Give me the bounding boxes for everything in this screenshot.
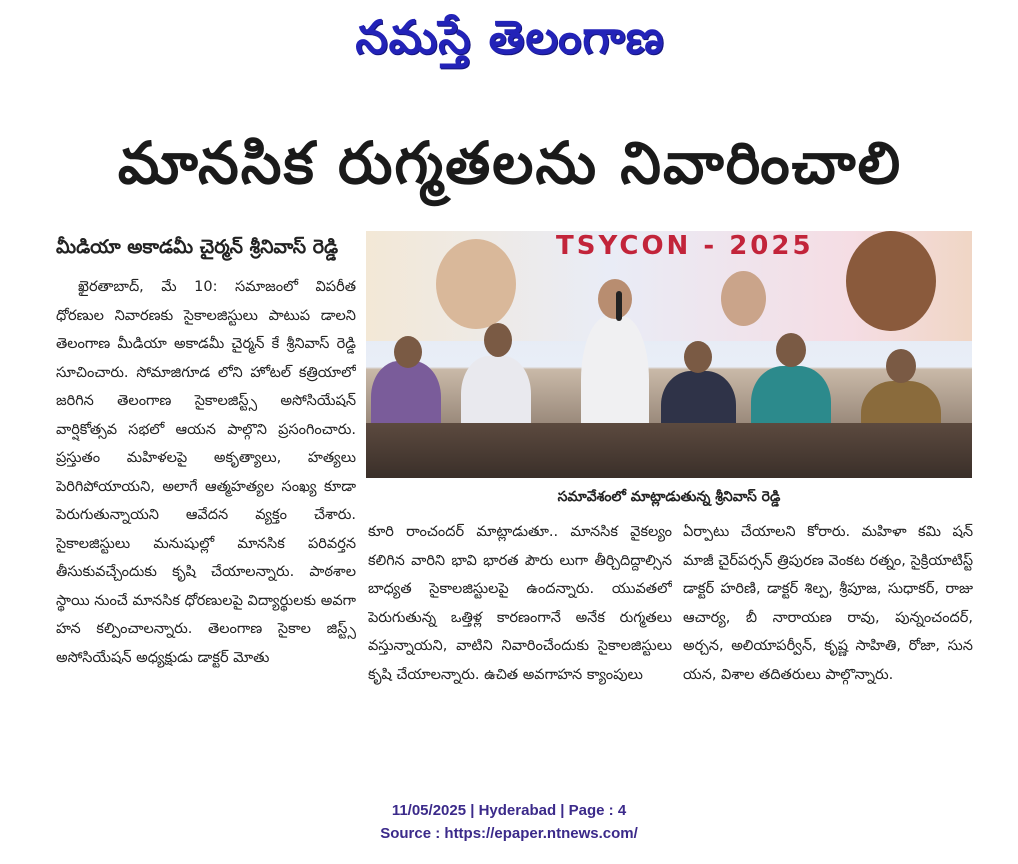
- microphone-icon: [616, 291, 622, 321]
- masthead-logo: నమస్తే తెలంగాణ: [355, 10, 665, 64]
- article-column-2: [368, 518, 672, 728]
- column-2-text: కూరి రాంచందర్ మాట్లాడుతూ.. మానసిక వైకల్యం కలిగిన వారిని భావి భారత పౌరు లుగా తీర్చిదిద్దాల్సిన బాధ్యత సైకాలజిస్టులపై ఉందన్నారు. యువతలో పెరుగుతున్న ఒత్తిళ్ల కారణంగానే అనేక రుగ్మతలు వస్తున్నాయని, వాటిని నివారించేందుకు సైకాలజిస్టులు కృషి చేయాలన్నారు. ఉచిత అవగాహన క్యాంపులు: [368, 524, 672, 683]
- footer-date-page: 11/05/2025 | Hyderabad | Page : 4: [391, 802, 627, 819]
- person-4-head: [684, 341, 712, 373]
- article-column-1: [56, 273, 356, 725]
- column-1-text: ఖైరతాబాద్, మే 10: సమాజంలో విపరీత ధోరణుల నివారణకు సైకాలజిస్టులు పాటుప డాలని తెలంగాణ మీడియా అకాడమీ చైర్మన్ కే శ్రీనివాస్ రెడ్డి సూచించారు. సోమాజిగూడ లోని హోటల్ కత్రియాలో జరిగిన తెలంగాణ సైకాలజిస్ట్స్ అసోసియేషన్ వార్షికోత్సవ సభలో ఆయన పాల్గొని ప్రసంగించారు. ప్రస్తుతం మహిళలపై అకృత్యాలు, హత్యలు పెరిగిపోయాయని, అలాగే ఆత్మహత్యల సంఖ్య కూడా పెరుగుతున్నాయని ఆవేదన వ్యక్తం చేశారు. సైకాలజిస్టులు మనుషుల్లో మానసిక పరివర్తన తీసుకువచ్చేందుకు కృషి చేయాలన్నారు. పాఠశాల స్థాయి నుంచే మానసిక ధోరణులపై విద్యార్థులకు అవగా హన కల్పించాలన్నారు. తెలంగాణ సైకాల జిస్ట్స్ అసోసియేషన్ అధ్యక్షుడు డాక్టర్ మోతు: [56, 279, 356, 666]
- footer-source-link[interactable]: Source : https://epaper.ntnews.com/: [380, 825, 638, 842]
- person-1-head: [394, 336, 422, 368]
- banner-portrait-center: [721, 271, 766, 326]
- banner-portrait-left: [436, 239, 516, 329]
- article-subhead: మీడియా అకాడమీ చైర్మన్ శ్రీనివాస్ రెడ్డి: [56, 236, 339, 258]
- event-banner: [366, 231, 972, 341]
- article-photo: [366, 231, 972, 478]
- photo-caption: సమావేశంలో మాట్లాడుతున్న శ్రీనివాస్ రెడ్డి: [557, 489, 781, 505]
- speaker-head: [598, 279, 632, 319]
- stage-table: [366, 423, 972, 478]
- person-5-head: [776, 333, 806, 367]
- person-6-head: [886, 349, 916, 383]
- article-column-3: [683, 518, 973, 728]
- person-2-head: [484, 323, 512, 357]
- article-headline: మానసిక రుగ్మతలను నివారించాలి: [117, 129, 903, 197]
- column-3-text: ఏర్పాటు చేయాలని కోరారు. మహిళా కమి షన్ మాజీ చైర్‌పర్సన్ త్రిపురణ వెంకట రత్నం, సైక్రియాటిస్ట్ డాక్టర్ హరిణి, డాక్టర్ శిల్ప, శ్రీపూజ, సుధాకర్, రాజు ఆచార్య, బీ నారాయణ రావు, పున్నంచందర్, అర్చన, అలియాపర్వీన్, కృష్ణ సాహితి, రోజా, సున యన, విశాల తదితరులు పాల్గొన్నారు.: [683, 524, 973, 683]
- banner-portrait-right: [846, 231, 936, 331]
- banner-text: TSYCON - 2025: [556, 231, 814, 261]
